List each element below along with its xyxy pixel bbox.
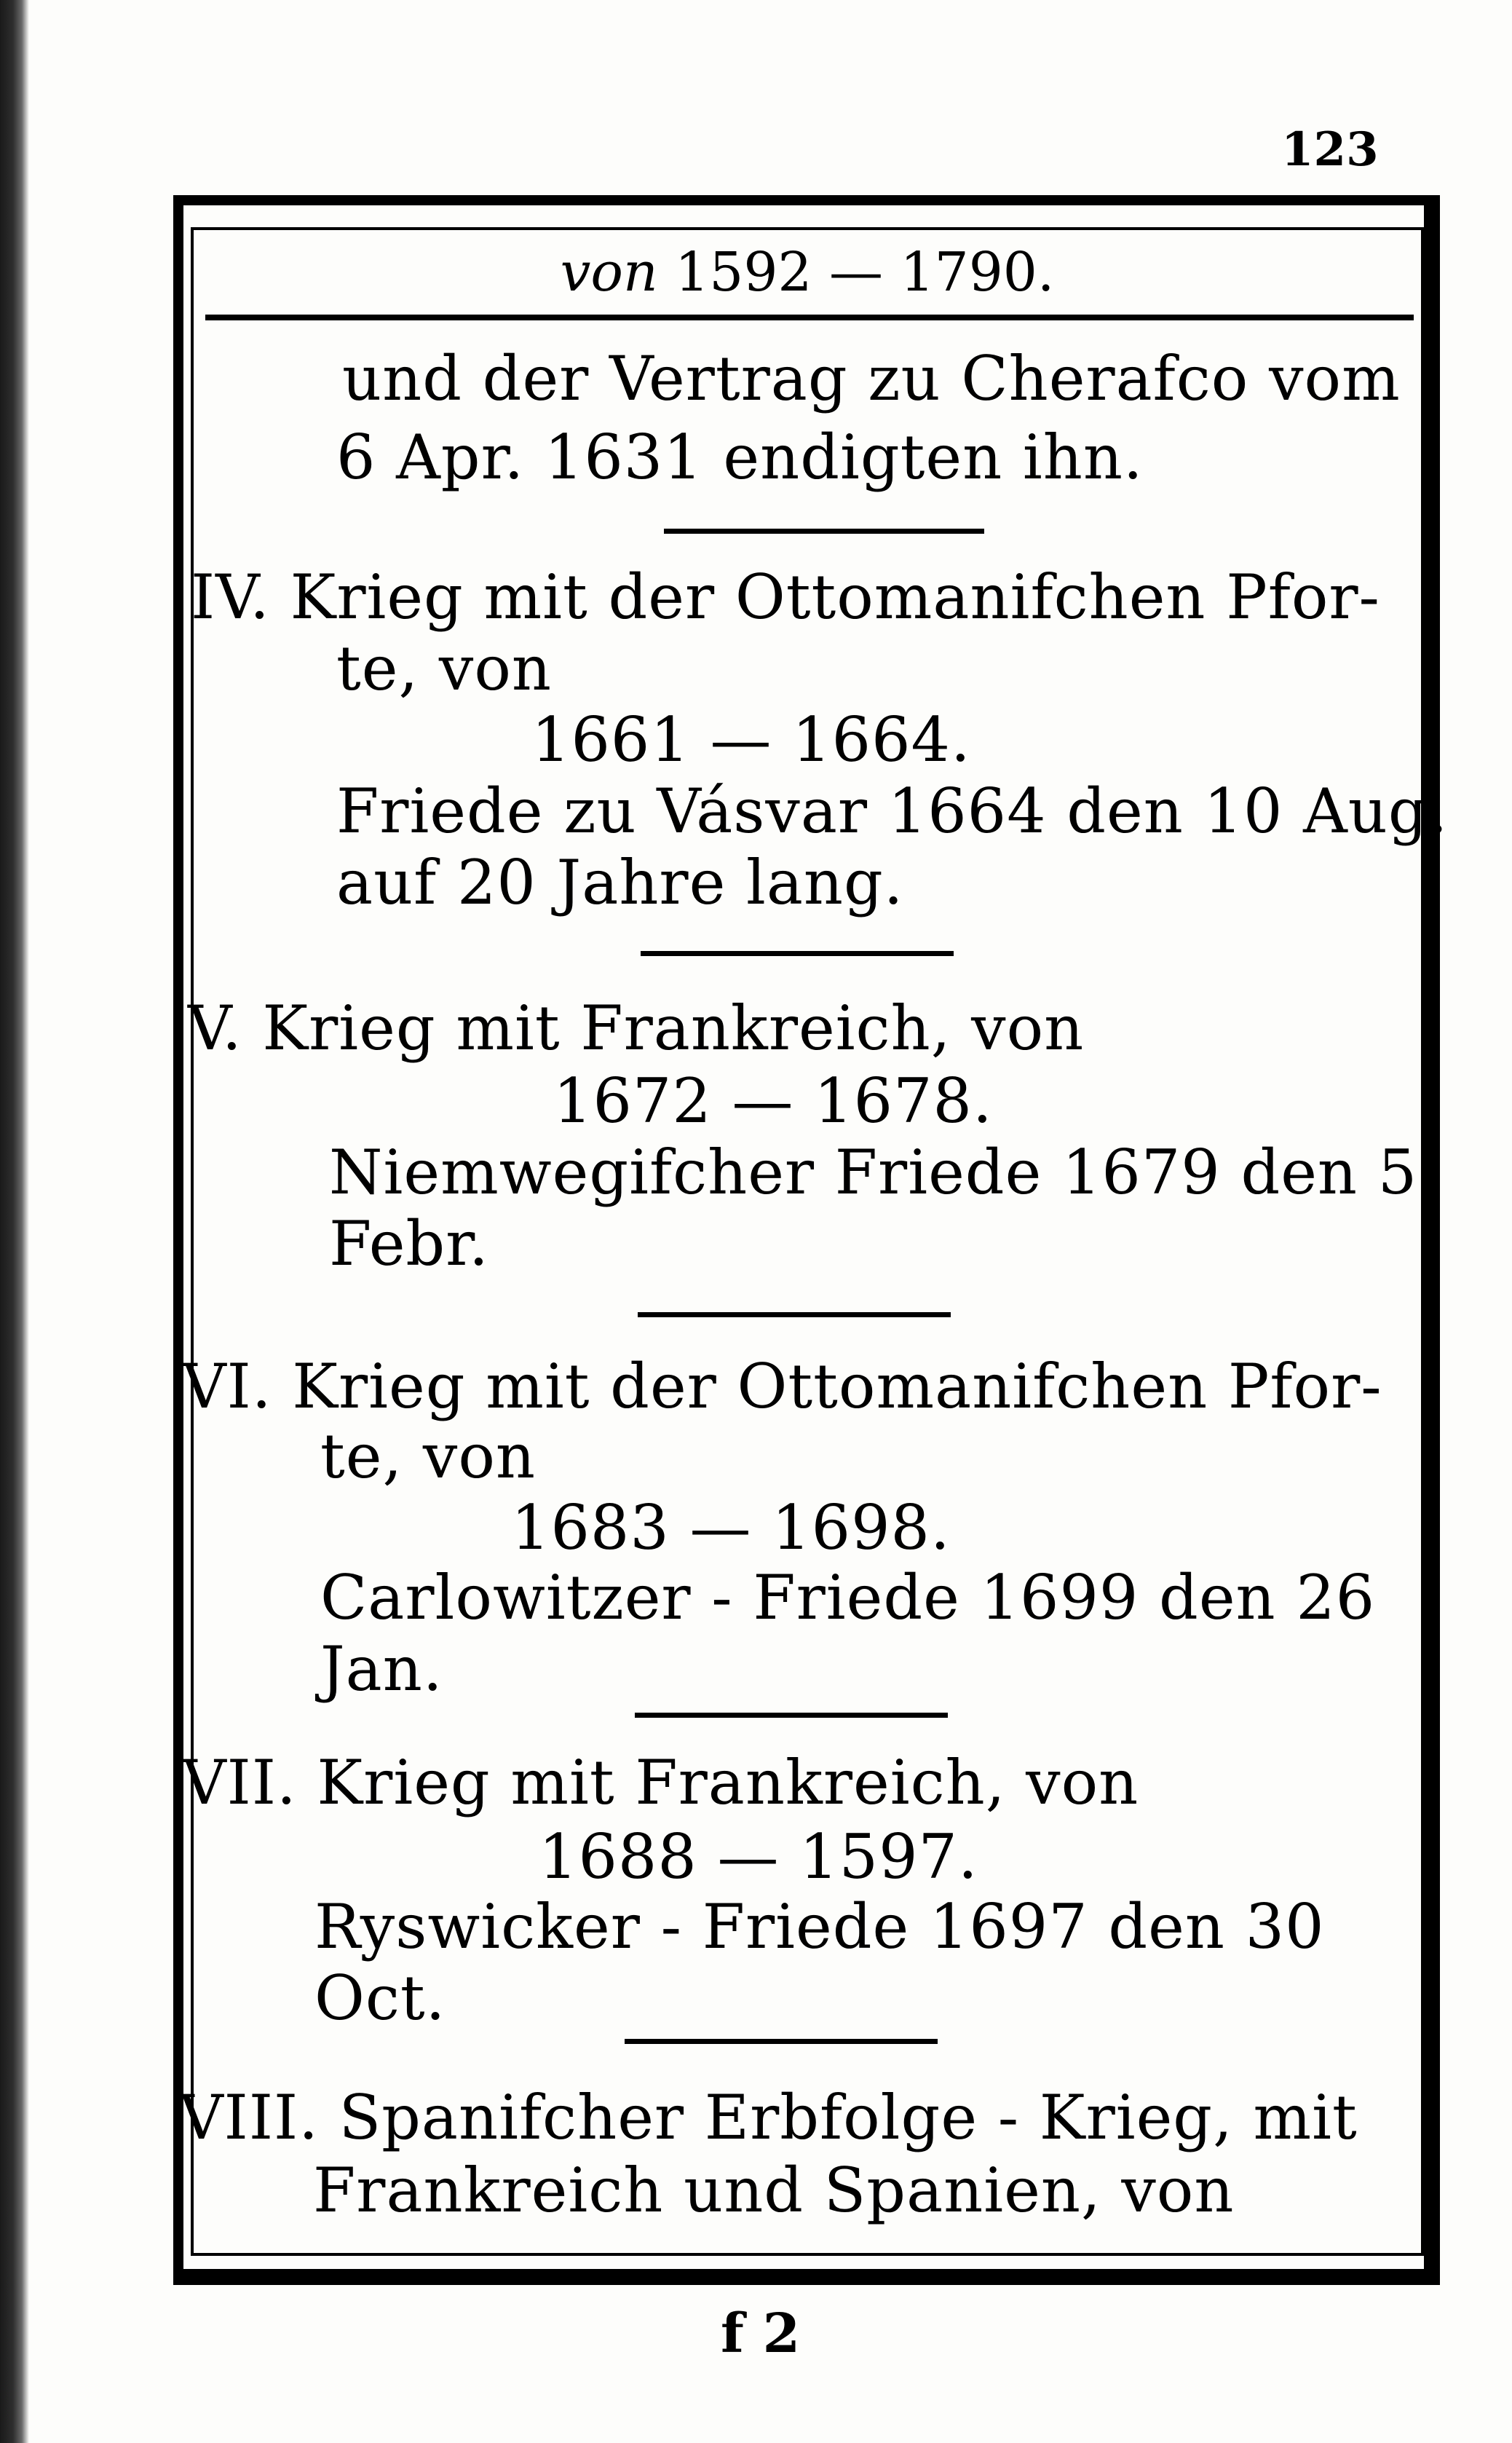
section-heading: VI. Krieg mit der Ottomanifchen Pfor- (182, 1351, 1382, 1422)
text-line: te, von (320, 1421, 536, 1492)
running-head-prefix: von (560, 241, 658, 304)
text-line: Friede zu Vásvar 1664 den 10 Aug. (336, 775, 1449, 847)
section-separator (638, 1312, 951, 1317)
running-head-range: 1592 — 1790. (675, 241, 1055, 304)
text-line: te, von (336, 633, 552, 704)
running-head (191, 227, 1424, 317)
date-range: 1672 — 1678. (553, 1065, 993, 1137)
text-line: Jan. (320, 1633, 443, 1705)
section-separator (625, 2039, 938, 2044)
running-head-rule (205, 315, 1414, 320)
text-line: Niemwegifcher Friede 1679 den 5 (329, 1137, 1418, 1208)
page-number: 123 (1281, 122, 1379, 177)
text-line: und der Vertrag zu Cherafco vom (342, 343, 1401, 414)
section-heading: VIII. Spanifcher Erbfolge - Krieg, mit (179, 2082, 1358, 2153)
section-separator (641, 951, 954, 956)
signature-mark: f 2 (721, 2302, 801, 2365)
date-range: 1661 — 1664. (531, 704, 971, 775)
text-line: auf 20 Jahre lang. (336, 847, 904, 918)
section-heading: IV. Krieg mit der Ottomanifchen Pfor- (191, 561, 1380, 633)
text-line: Carlowitzer - Friede 1699 den 26 (320, 1562, 1376, 1633)
date-range: 1683 — 1698. (511, 1492, 951, 1563)
text-line: Oct. (314, 1962, 446, 2034)
date-range: 1688 — 1597. (539, 1821, 978, 1893)
section-separator (635, 1713, 948, 1718)
text-line: Frankreich und Spanien, von (313, 2155, 1235, 2226)
section-heading: VII. Krieg mit Frankreich, von (182, 1747, 1139, 1818)
section-heading: V. Krieg mit Frankreich, von (188, 992, 1085, 1064)
section-separator (664, 529, 984, 534)
text-line: Febr. (329, 1208, 489, 1279)
page-gutter-shadow (0, 0, 29, 2443)
text-line: Ryswicker - Friede 1697 den 30 (314, 1891, 1325, 1962)
text-line: 6 Apr. 1631 endigten ihn. (336, 422, 1144, 493)
